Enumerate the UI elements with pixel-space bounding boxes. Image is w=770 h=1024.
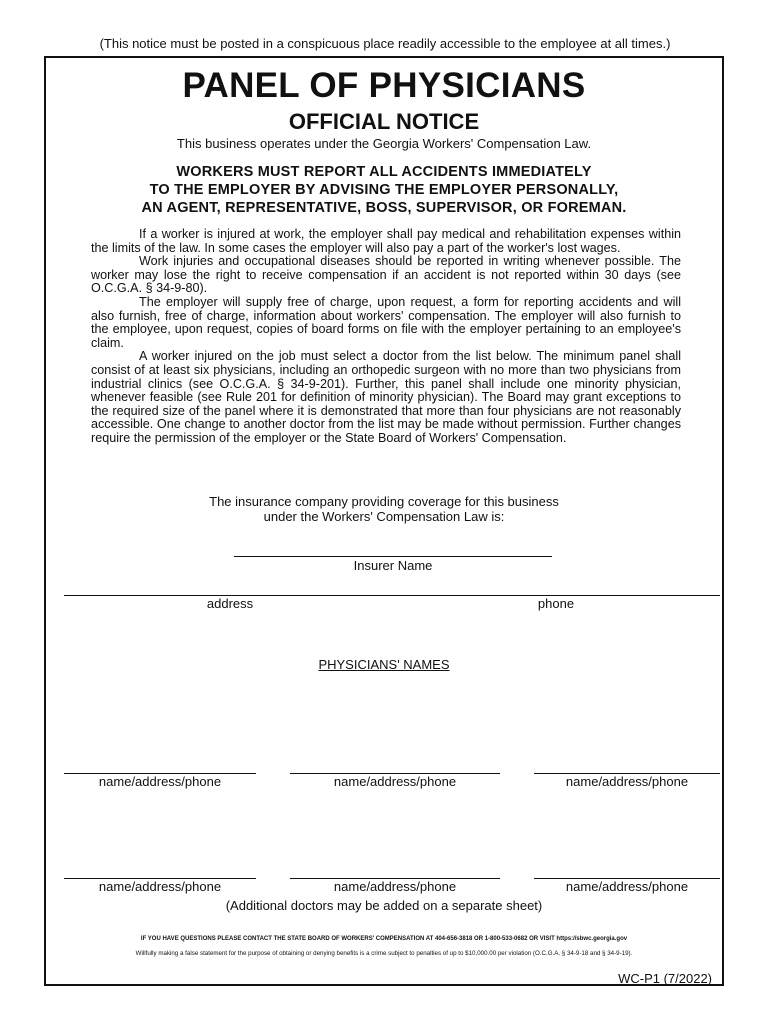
false-statement-warning: Willfully making a false statement for the purpose of obtaining or denying benefits is a crime subject to penalties of up to $10,000.00 per violation (O.C.G.A. § 34-9-18 and § 34-9-19). [135, 950, 633, 957]
insurer-intro [46, 494, 722, 524]
insurer-name-field[interactable] [234, 556, 552, 557]
physicians-names-heading: PHYSICIANS' NAMES [318, 657, 450, 672]
physician-slot-label-6: name/address/phone [565, 879, 689, 894]
page-title: PANEL OF PHYSICIANS [182, 66, 586, 105]
notice-body [91, 228, 681, 446]
paragraph-doctor-selection: A worker injured on the job must select a doctor from the list below. The minimum panel shall consist of at least six physicians, including an orthopedic surgeon with no more than two physicians from industrial clinics (see O.C.G.A. § 34-9-201). Further, this panel shall include one minority physician, whenever feasible (see Rule 201 for definition of minority physician). The Board may grant exceptions to the required size of the panel where it is demonstrated that more than four physicians are not reasonably accessible. One change to another doctor from the list may be made without permission. Further changes require the permission of the employer or the State Board of Workers' Compensation. [91, 349, 681, 445]
report-accidents-warning [46, 163, 722, 217]
address-label: address [206, 596, 254, 611]
official-notice-heading: OFFICIAL NOTICE [288, 109, 480, 134]
operates-statement: This business operates under the Georgia Workers' Compensation Law. [176, 136, 592, 151]
form-id: WC-P1 (7/2022) [618, 971, 712, 986]
insurer-name-label: Insurer Name [353, 558, 433, 573]
physician-slot-label-1: name/address/phone [98, 774, 222, 789]
paragraph-reporting: Work injuries and occupational diseases should be reported in writing whenever possible. The worker may lose the right to receive compensation if an accident is not reported within 30 days (see O.C.G.A. § 34-9-80). [91, 254, 681, 296]
posting-instruction: (This notice must be posted in a conspicuous place readily accessible to the employee at all times.) [99, 36, 671, 51]
paragraph-medical-expenses: If a worker is injured at work, the employer shall pay medical and rehabilitation expenses within the limits of the law. In some cases the employer will also pay a part of the worker's lost wages. [91, 227, 681, 255]
paragraph-forms: The employer will supply free of charge, upon request, a form for reporting accidents and will also furnish, free of charge, information about workers' compensation. The employer will also furnish to the employee, upon request, copies of board forms on file with the employer pertaining to an employee's claim. [91, 294, 681, 350]
physician-slot-label-4: name/address/phone [98, 879, 222, 894]
additional-doctors-note: (Additional doctors may be added on a separate sheet) [225, 898, 543, 913]
warning-line-1: WORKERS MUST REPORT ALL ACCIDENTS IMMEDIATELY [176, 164, 592, 180]
insurer-intro-line-1: The insurance company providing coverage for this business [209, 494, 559, 509]
warning-line-2: TO THE EMPLOYER BY ADVISING THE EMPLOYER PERSONALLY, [149, 182, 619, 198]
insurer-intro-line-2: under the Workers' Compensation Law is: [263, 509, 505, 524]
insurer-address-phone-field[interactable] [64, 595, 720, 596]
notice-frame [44, 56, 724, 986]
contact-board-line: IF YOU HAVE QUESTIONS PLEASE CONTACT THE STATE BOARD OF WORKERS' COMPENSATION AT 404-656-3818 OR 1-800-533-0682 OR VISIT https://sbwc.georgia.gov [140, 936, 628, 942]
physician-slot-label-2: name/address/phone [333, 774, 457, 789]
physician-slot-label-3: name/address/phone [565, 774, 689, 789]
phone-label: phone [537, 596, 575, 611]
physician-slot-label-5: name/address/phone [333, 879, 457, 894]
warning-line-3: AN AGENT, REPRESENTATIVE, BOSS, SUPERVISOR, OR FOREMAN. [141, 200, 627, 216]
